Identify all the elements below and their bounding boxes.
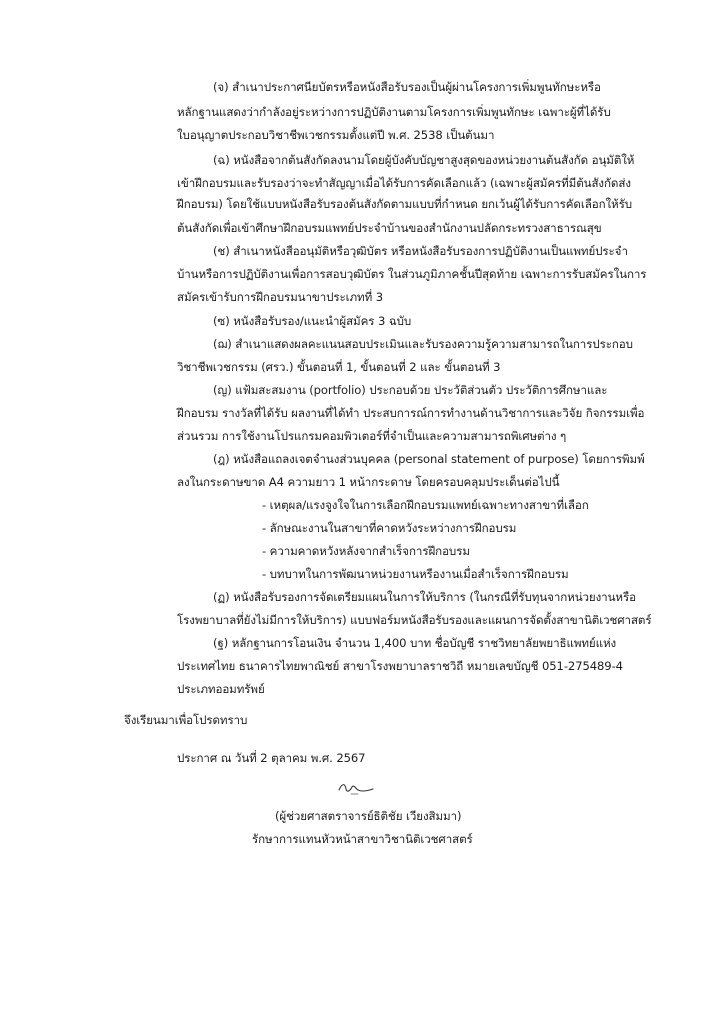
bullet-item: - เหตุผล/แรงจูงใจในการเลือกฝึกอบรมแพทย์เฉพาะทางสาขาที่เลือก	[262, 498, 589, 512]
item-tho-line-1: (ฐ) หลักฐานการโอนเงิน จำนวน 1,400 บาท ชื่อบัญชี ราชวิทยาลัยพยาธิแพทย์แห่ง	[213, 636, 617, 650]
item-jo-line-1: (จ) สำเนาประกาศนียบัตรหรือหนังสือรับรองเป็นผู้ผ่านโครงการเพิ่มพูนทักษะหรือ	[213, 80, 601, 94]
bullet-item: - บทบาทในการพัฒนาหน่วยงานหรืองานเมื่อสำเร็จการฝึกอบรม	[262, 567, 569, 581]
item-yo-line-1: (ญ) แฟ้มสะสมงาน (portfolio) ประกอบด้วย ประวัติส่วนตัว ประวัติการศึกษาและ	[213, 383, 608, 397]
item-dcha-line-2: ลงในกระดาษขาด A4 ความยาว 1 หน้ากระดาษ โดยครอบคลุมประเด็นต่อไปนี้	[177, 475, 560, 489]
item-dto-line-2: โรงพยาบาลที่ยังไม่มีการให้บริการ) แบบฟอร์มหนังสือรับรองและแผนการจัดตั้งสาขานิติเวชศาสตร์	[177, 613, 652, 627]
item-cha-line-1: (ช) สำเนาหนังสืออนุมัติหรือวุฒิบัตร หรือหนังสือรับรองการปฏิบัติงานเป็นแพทย์ประจำ	[213, 244, 628, 258]
item-cha-line-3: สมัครเข้ารับการฝึกอบรมนาขาประเภทที่ 3	[177, 290, 383, 304]
item-jo-line-2: หลักฐานแสดงว่ากำลังอยู่ระหว่างการปฏิบัติงานตามโครงการเพิ่มพูนทักษะ เฉพาะผู้ที่ได้รับ	[177, 105, 611, 119]
item-dto-line-1: (ฏ) หนังสือรับรองการจัดเตรียมแผนในการให้บริการ (ในกรณีที่รับทุนจากหน่วยงานหรือ	[213, 590, 636, 604]
item-chan-line-2: วิชาชีพเวชกรรม (ศรว.) ขั้นตอนที่ 1, ขั้นตอนที่ 2 และ ขั้นตอนที่ 3	[177, 360, 501, 374]
signature-image	[336, 779, 376, 797]
signatory-position: รักษาการแทนหัวหน้าสาขาวิชานิติเวชศาสตร์	[252, 832, 473, 846]
bullet-item: - ลักษณะงานในสาขาที่คาดหวังระหว่างการฝึกอบรม	[262, 521, 517, 535]
item-cho-line-3: ฝึกอบรม) โดยใช้แบบหนังสือรับรองต้นสังกัดตามแบบที่กำหนด ยกเว้นผู้ได้รับการคัดเลือกให้รับ	[177, 197, 632, 211]
item-jo-line-3: ใบอนุญาตประกอบวิชาชีพเวชกรรมตั้งแต่ปี พ.ศ. 2538 เป็นต้นมา	[177, 128, 495, 142]
announce-date: ประกาศ ณ วันที่ 2 ตุลาคม พ.ศ. 2567	[177, 751, 366, 765]
item-tho-line-2: ประเทศไทย ธนาคารไทยพาณิชย์ สาขาโรงพยาบาลราชวิถี หมายเลขบัญชี 051-275489-4	[177, 659, 623, 673]
closing-text: จึงเรียนมาเพื่อโปรดทราบ	[124, 713, 248, 727]
item-chan-line-1: (ฌ) สำเนาแสดงผลคะแนนสอบประเมินและรับรองความรู้ความสามารถในการประกอบ	[213, 337, 633, 351]
item-cho-line-1: (ฉ) หนังสือจากต้นสังกัดลงนามโดยผู้บังคับบัญชาสูงสุดของหน่วยงานต้นสังกัด อนุมัติให้	[213, 153, 635, 167]
item-cha-line-2: บ้านหรือการปฏิบัติงานเพื่อการสอบวุฒิบัตร ในส่วนภูมิภาคชั้นปีสุดท้าย เฉพาะการรับสมัครในการ	[177, 267, 647, 281]
bullet-item: - ความคาดหวังหลังจากสำเร็จการฝึกอบรม	[262, 544, 470, 558]
item-cho-line-2: เข้าฝึกอบรมและรับรองว่าจะทำสัญญาเมื่อได้รับการคัดเลือกแล้ว (เฉพาะผู้สมัครที่มีต้นสังกัดส่ง	[177, 176, 631, 190]
item-sho-line-1: (ซ) หนังสือรับรอง/แนะนำผู้สมัคร 3 ฉบับ	[213, 314, 412, 328]
item-cho-line-4: ต้นสังกัดเพื่อเข้าศึกษาฝึกอบรมแพทย์ประจำบ้านของสำนักงานปลัดกระทรวงสาธารณสุข	[177, 221, 602, 235]
item-yo-line-2: ฝึกอบรม รางวัลที่ได้รับ ผลงานที่ได้ทำ ประสบการณ์การทำงานด้านวิชาการและวิจัย กิจกรรมเพื่อ	[177, 406, 645, 420]
item-dcha-line-1: (ฎ) หนังสือแถลงเจตจำนงส่วนบุคคล (personal statement of purpose) โดยการพิมพ์	[213, 452, 645, 466]
item-yo-line-3: ส่วนรวม การใช้งานโปรแกรมคอมพิวเตอร์ที่จำเป็นและความสามารถพิเศษต่าง ๆ	[177, 429, 567, 443]
item-tho-line-3: ประเภทออมทรัพย์	[177, 682, 265, 696]
signatory-name: (ผู้ช่วยศาสตราจารย์ธิติชัย เวียงสิมมา)	[275, 809, 462, 823]
